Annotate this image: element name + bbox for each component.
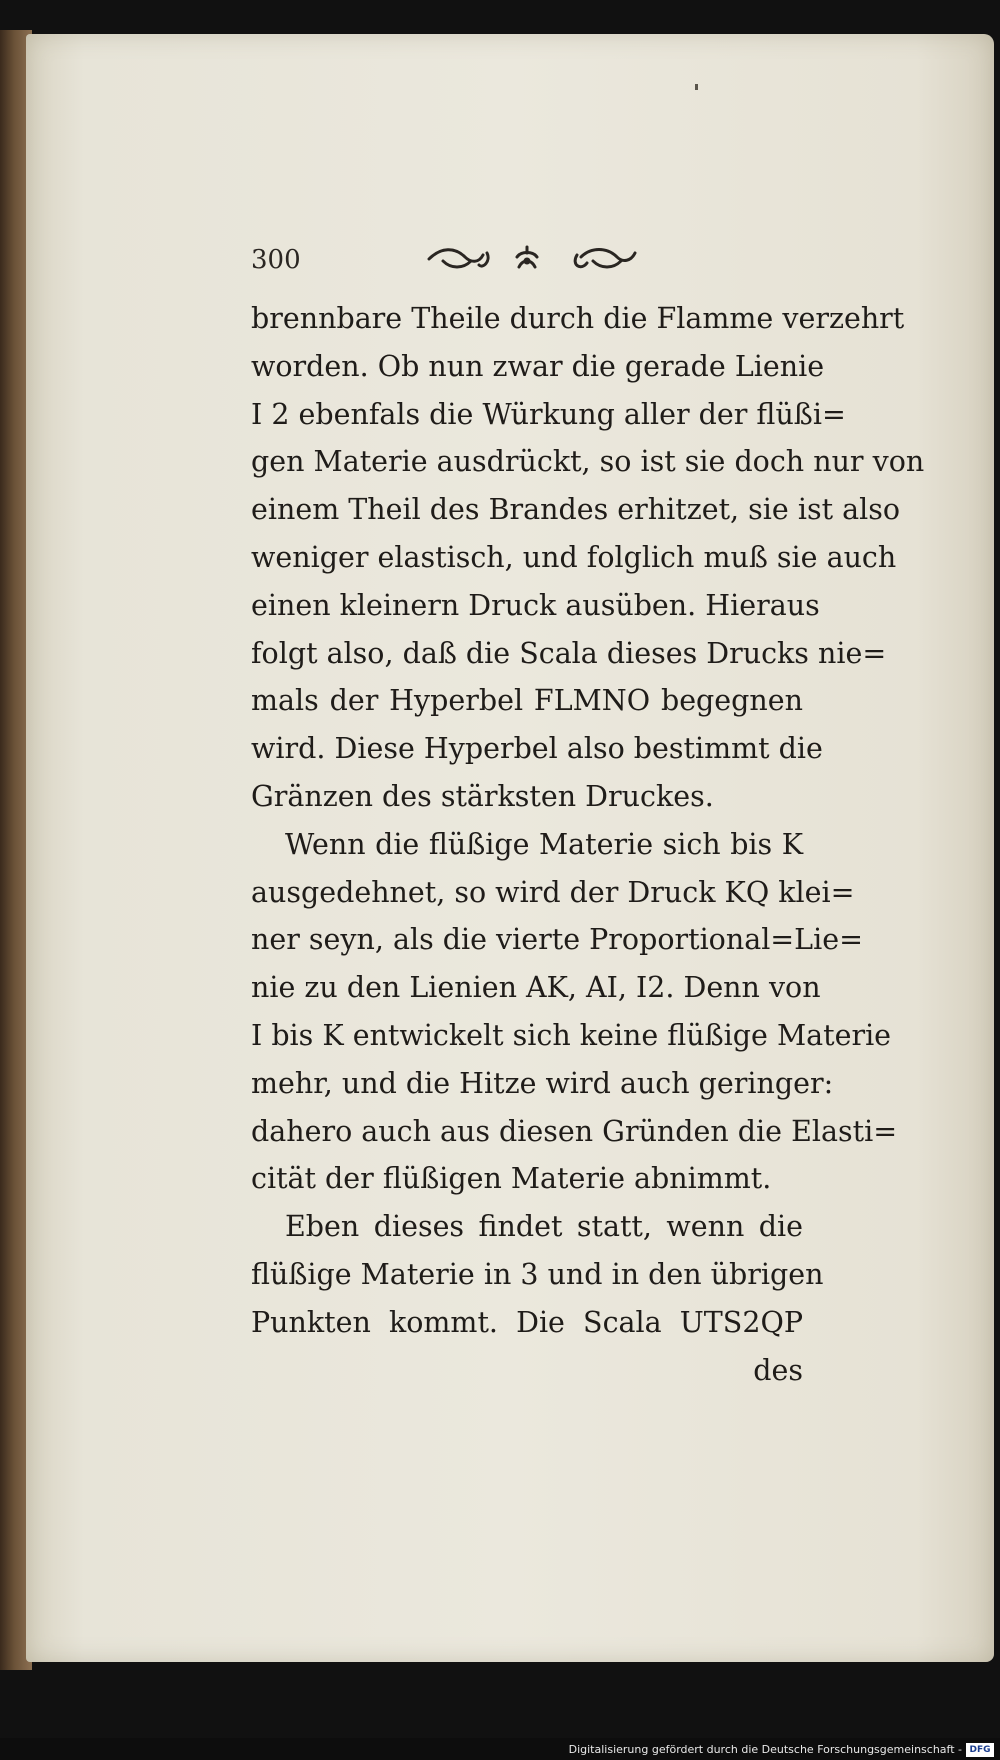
text-line: wird. Diese Hyperbel also bestimmt die (251, 732, 823, 766)
text-line: Eben dieses findet statt, wenn die (285, 1210, 803, 1244)
text-line: dahero auch aus diesen Gründen die Elasti= (251, 1114, 898, 1148)
footer-bar (0, 1738, 1000, 1760)
page-header (251, 239, 803, 283)
text-line: ner seyn, als die vierte Proportional=Lie= (251, 923, 863, 957)
text-line: Wenn die flüßige Materie sich bis K (285, 827, 803, 861)
funding-credit: Digitalisierung gefördert durch die Deutsche Forschungsgemeinschaft - (568, 1743, 962, 1756)
text-line: einem Theil des Brandes erhitzet, sie ist also (251, 493, 900, 527)
ornament-icon (421, 239, 641, 279)
body-text (251, 295, 925, 1394)
dfg-logo-icon: DFG (966, 1743, 994, 1757)
text-line: ausgedehnet, so wird der Druck KQ klei= (251, 875, 855, 909)
text-line: Punkten kommt. Die Scala UTS2QP (251, 1305, 803, 1339)
page-number: 300 (251, 245, 301, 275)
text-line: einen kleinern Druck ausüben. Hieraus (251, 588, 820, 622)
text-line: mehr, und die Hitze wird auch geringer: (251, 1066, 834, 1100)
text-line: flüßige Materie in 3 und in den übrigen (251, 1257, 824, 1291)
text-line: Gränzen des stärksten Druckes. (251, 779, 714, 813)
ink-speck (695, 84, 698, 90)
catchword: des (753, 1353, 803, 1387)
book-page (26, 34, 994, 1662)
page-content (251, 239, 925, 1394)
text-line: folgt also, daß die Scala dieses Drucks nie= (251, 636, 887, 670)
text-line: cität der flüßigen Materie abnimmt. (251, 1162, 772, 1196)
text-line: nie zu den Lienien AK, AI, I2. Denn von (251, 971, 821, 1005)
text-line: worden. Ob nun zwar die gerade Lienie (251, 349, 825, 383)
text-line: weniger elastisch, und folglich muß sie auch (251, 540, 897, 574)
text-line: brennbare Theile durch die Flamme verzehrt (251, 302, 905, 335)
text-line: I bis K entwickelt sich keine flüßige Materie (251, 1018, 892, 1052)
text-line: mals der Hyperbel FLMNO begegnen (251, 684, 803, 718)
text-line: I 2 ebenfals die Würkung aller der flüßi= (251, 397, 846, 431)
text-line: gen Materie ausdrückt, so ist sie doch nur von (251, 445, 925, 479)
